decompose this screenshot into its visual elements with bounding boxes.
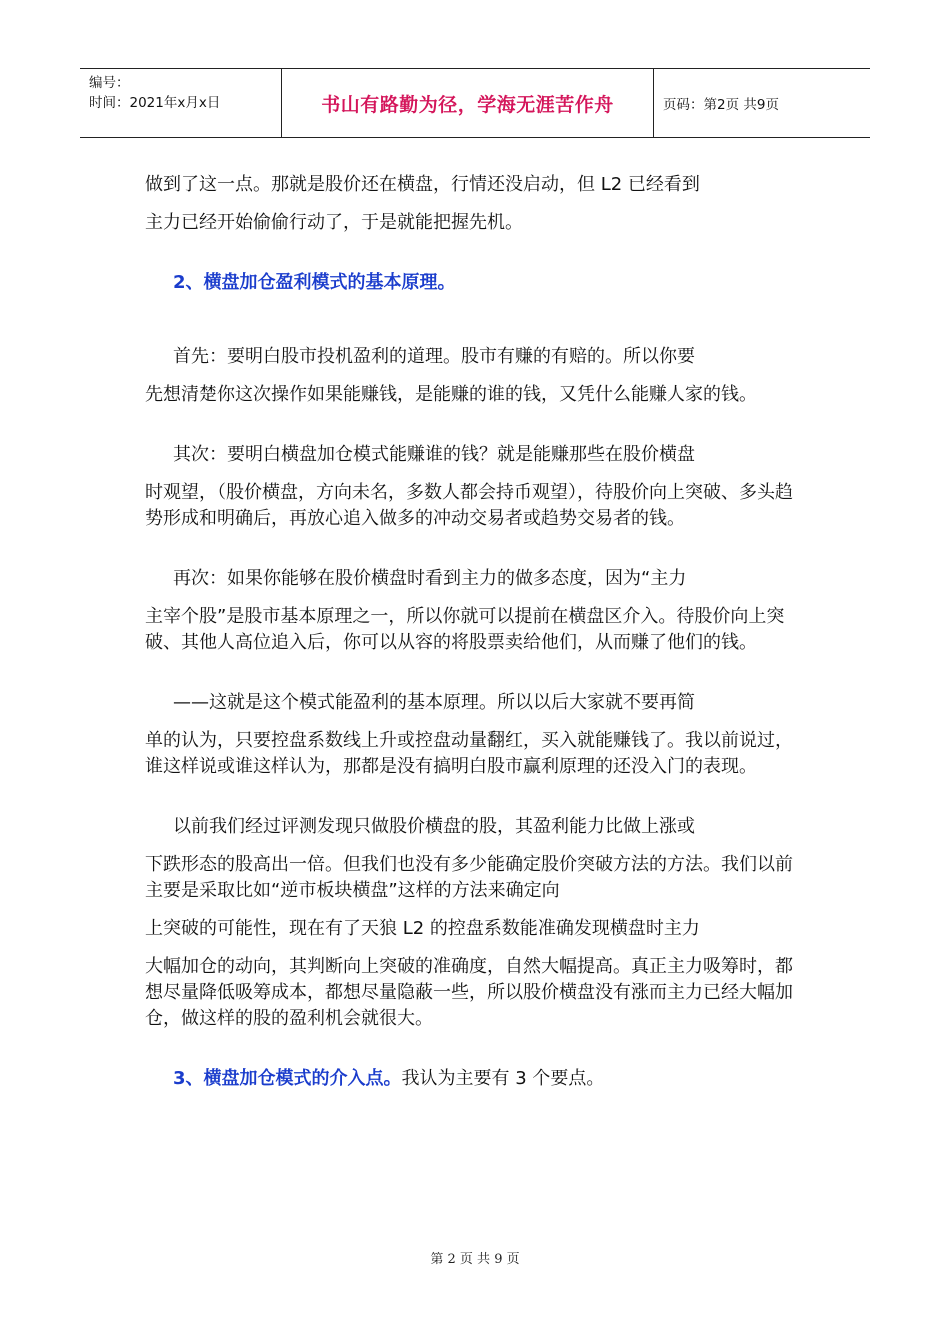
paragraph-line: ——这就是这个模式能盈利的基本原理。所以以后大家就不要再简: [173, 692, 695, 713]
paragraph-body: 主宰个股”是股市基本原理之一，所以你就可以提前在横盘区介入。待股价向上突破、其他人高位追入后，你可以从容的将股票卖给他们，从而赚了他们的钱。: [145, 606, 785, 653]
section-heading-2: 2、横盘加仓盈利模式的基本原理。: [173, 272, 456, 293]
paragraph-body: 大幅加仓的动向，其判断向上突破的准确度，自然大幅提高。真正主力吸筹时，都想尽量降低吸筹成本，都想尽量隐蔽一些，所以股价横盘没有涨而主力已经大幅加仓，做这样的股的盈利机会就很大。: [145, 956, 793, 1029]
paragraph-line: 其次：要明白横盘加仓模式能赚谁的钱？就是能赚那些在股价横盘: [173, 444, 695, 465]
paragraph-line: 首先：要明白股市投机盈利的道理。股市有赚的有赔的。所以你要: [173, 346, 695, 367]
paragraph-line: 主力已经开始偷偷行动了，于是就能把握先机。: [145, 212, 523, 233]
section-heading-3-line: [145, 1066, 810, 1092]
section-heading-3: 3、横盘加仓模式的介入点。: [173, 1068, 402, 1089]
section-heading-3-tail: 我认为主要有 3 个要点。: [401, 1068, 605, 1089]
page-footer: 第 2 页 共 9 页: [430, 1252, 520, 1267]
document-number: 编号：: [89, 75, 130, 91]
paragraph-line: 再次：如果你能够在股价横盘时看到主力的做多态度，因为“主力: [173, 568, 687, 589]
header-page-number: 页码：第2页 共9页: [663, 97, 779, 113]
paragraph-body: 下跌形态的股高出一倍。但我们也没有多少能确定股价突破方法的方法。我们以前主要是采取比如“逆市板块横盘”这样的方法来确定向: [145, 854, 793, 901]
header-info: [80, 69, 282, 137]
paragraph-line: 上突破的可能性，现在有了天狼 L2 的控盘系数能准确发现横盘时主力: [145, 918, 700, 939]
document-header: [80, 68, 870, 138]
paragraph-body: 单的认为，只要控盘系数线上升或控盘动量翻红，买入就能赚钱了。我以前说过，谁这样说或谁这样认为，那都是没有搞明白股市赢利原理的还没入门的表现。: [145, 730, 793, 777]
header-motto: 书山有路勤为径，学海无涯苦作舟: [282, 69, 654, 137]
paragraph-body: 时观望，（股价横盘，方向未名，多数人都会持币观望），待股价向上突破、多头趋势形成和明确后，再放心追入做多的冲动交易者或趋势交易者的钱。: [145, 482, 793, 529]
paragraph-line: 做到了这一点。那就是股价还在横盘，行情还没启动，但 L2 已经看到: [145, 174, 700, 195]
document-date: 时间：2021年x月x日: [89, 95, 221, 111]
paragraph-body: 先想清楚你这次操作如果能赚钱，是能赚的谁的钱，又凭什么能赚人家的钱。: [145, 384, 757, 405]
document-body: [145, 172, 810, 1092]
paragraph-line: 以前我们经过评测发现只做股价横盘的股，其盈利能力比做上涨或: [173, 816, 695, 837]
